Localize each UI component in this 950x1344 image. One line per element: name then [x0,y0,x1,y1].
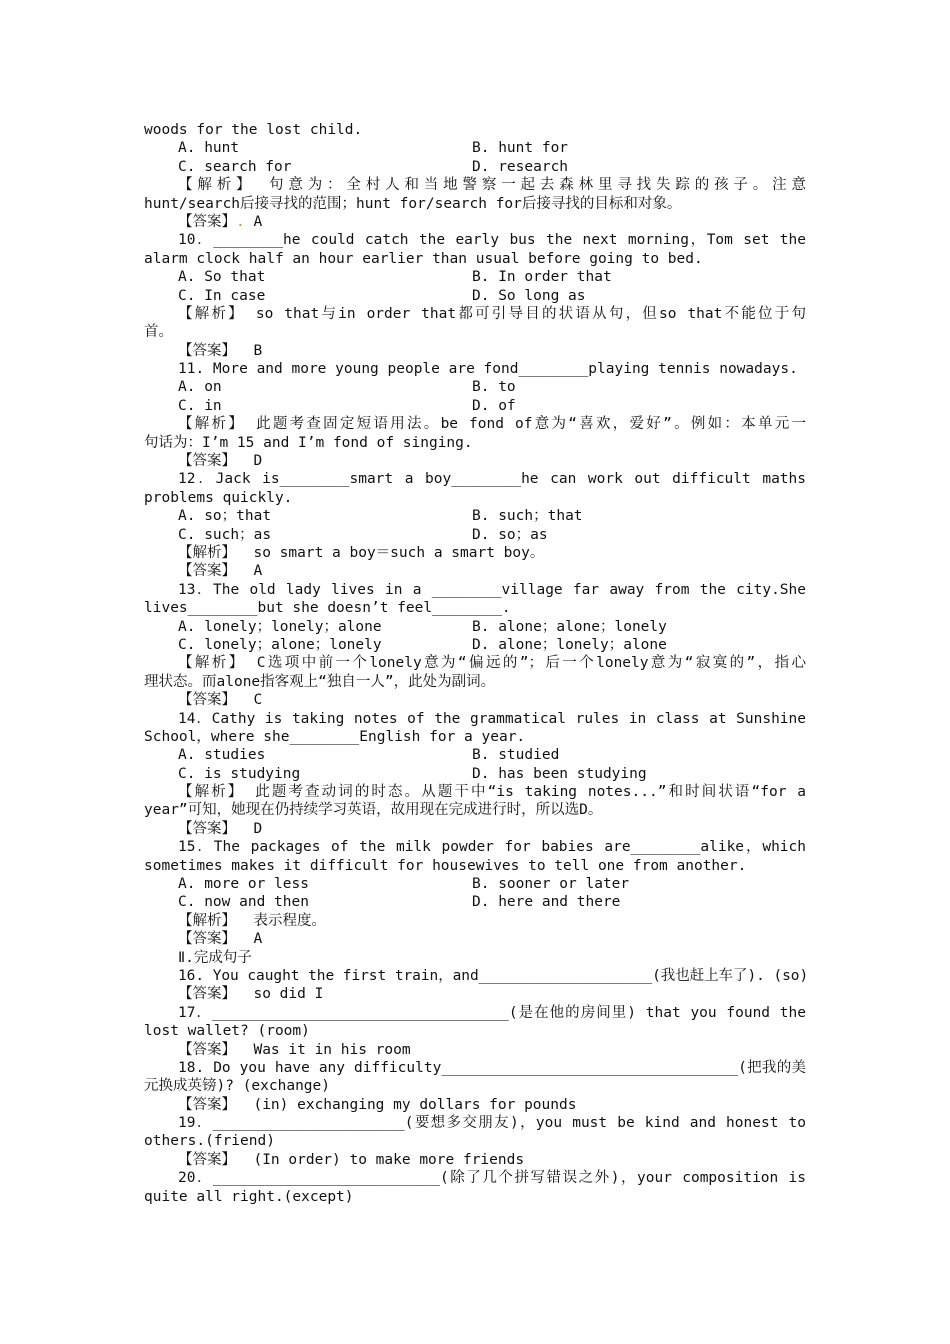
text-line: 【答案】 D [178,453,263,470]
text-line: 【解析】 so that与in order that都可引导目的状语从句，但so that不能位于句 [178,305,806,322]
text-line: 20．__________________________(除了几个拼写错误之外)，your composition is [178,1170,806,1187]
option-left: C. now and then [178,894,309,911]
option-right: D. here and there [472,894,621,911]
option-left: C. such；as [178,526,272,543]
text-line-continuation: year”可知，她现在仍持续学习英语，故用现在完成进行时，所以选D。 [144,802,603,819]
answer-options-row [144,268,806,286]
text-line: 【答案】 B [178,342,263,359]
text-line-continuation: 理状态。而alone指客观上“独自一人”，此处为副词。 [144,673,496,690]
option-right: D. of [472,397,516,414]
option-right: B. studied [472,747,560,764]
answer-tag: 【答案】 [178,213,236,230]
text-line-continuation: woods for the lost child. [144,122,363,138]
text-line: 【答案】 A [178,931,263,948]
text-line-continuation: 元换成英镑)? (exchange) [144,1078,330,1095]
answer-options-row [144,526,806,544]
text-line: 【解析】 此题考查固定短语用法。be fond of意为“喜欢，爱好”。例如：本单元一 [178,416,806,433]
option-right: B. hunt for [472,140,569,157]
text-line: 18. Do you have any difficulty__________________________________(把我的美 [178,1059,806,1076]
text-line: 13．The old lady lives in a ________village far away from the city.She [178,581,806,598]
option-left: C. in [178,397,222,414]
answer-options-row [144,139,806,157]
option-left: A. studies [178,747,266,764]
option-right: D. research [472,158,569,175]
text-line: 17．__________________________________(是在他的房间里) that you found the [178,1004,806,1021]
answer-options-row [144,875,806,893]
option-left: A. on [178,379,222,396]
text-line-continuation: lost wallet? (room) [144,1023,310,1040]
answer-options-row [144,507,806,525]
text-line: Ⅱ.完成句子 [178,949,252,966]
text-line-continuation: 首。 [144,324,173,341]
text-line: 【答案】 A [178,563,263,580]
answer-options-row [144,765,806,783]
text-line: 16. You caught the first train，and____________________(我也赶上车了). (so) [178,967,809,984]
option-right: B. sooner or later [472,876,630,893]
option-left: C. search for [178,158,292,175]
text-line: 14．Cathy is taking notes of the grammatical rules in class at Sunshine [178,710,806,727]
option-right: D. So long as [472,287,586,304]
answer-options-row [144,636,806,654]
text-line: 10．________he could catch the early bus the next morning，Tom set the [178,232,806,249]
option-right: D. alone；lonely；alone [472,636,667,653]
text-line-continuation: quite all right.(except) [144,1188,354,1205]
option-right: B. to [472,379,516,396]
answer-options-row [144,158,806,176]
text-line: 【答案】 D [178,820,263,837]
answer-options-row [144,893,806,911]
answer-line [144,213,806,231]
text-line: 【答案】 C [178,692,263,709]
option-right: D. so；as [472,526,548,543]
option-left: A. more or less [178,876,309,893]
option-right: B. In order that [472,269,612,286]
text-line: 【解析】 句意为：全村人和当地警察一起去森林里寻找失踪的孩子。注意 [178,177,806,194]
answer-options-row [144,618,806,636]
option-right: B. such；that [472,508,583,525]
text-line: 【解析】 C选项中前一个lonely意为“偏远的”；后一个lonely意为“寂寞的”，指心 [178,655,806,672]
answer-options-row [144,397,806,415]
text-line-continuation: School，where she________English for a year. [144,728,526,745]
text-line-continuation: alarm clock half an hour earlier than usual before going to bed. [144,250,703,267]
option-left: A. hunt [178,140,240,157]
option-left: C. lonely；alone；lonely [178,636,382,653]
option-right: D. has been studying [472,765,647,782]
option-left: A. so；that [178,508,272,525]
option-left: C. is studying [178,765,301,782]
text-line: 15．The packages of the milk powder for babies are________alike，which [178,839,806,856]
text-line: 【解析】 so smart a boy＝such a smart boy。 [178,544,545,561]
option-right: B. alone；alone；lonely [472,618,667,635]
text-line-continuation: lives________but she doesn’t feel________. [144,600,511,617]
text-line-continuation: hunt/search后接寻找的范围；hunt for/search for后接寻找的目标和对象。 [144,195,682,212]
answer-options-row [144,378,806,396]
option-left: C. In case [178,287,266,304]
text-line: 【解析】 表示程度。 [178,912,326,929]
text-line: 【解析】 此题考查动词的时态。从题干中“is taking notes...”和时间状语“for a [178,784,806,801]
answer-options-row [144,287,806,305]
answer-value: A [244,213,263,230]
text-line-continuation: problems quickly. [144,489,293,506]
text-line: 【答案】 (In order) to make more friends [178,1151,525,1168]
text-line: 19．______________________(要想多交朋友)，you must be kind and honest to [178,1115,806,1132]
exercise-content [144,121,809,1206]
text-line-continuation: sometimes makes it difficult for housewives to tell one from another. [144,857,747,874]
text-line-continuation: 句话为：I’m 15 and I’m fond of singing. [144,434,473,451]
text-line: 【答案】 so did I [178,986,324,1003]
option-left: A. lonely；lonely；alone [178,618,382,635]
text-line: 11. More and more young people are fond________playing tennis nowadays. [178,361,798,378]
text-line-continuation: others.(friend) [144,1133,275,1150]
highlight-mark: . [236,213,245,230]
text-line: 【答案】 (in) exchanging my dollars for pounds [178,1096,577,1113]
text-line: 【答案】 Was it in his room [178,1041,411,1058]
answer-options-row [144,746,806,764]
option-left: A. So that [178,269,266,286]
text-line: 12．Jack is________smart a boy________he can work out difficult maths [178,471,806,488]
